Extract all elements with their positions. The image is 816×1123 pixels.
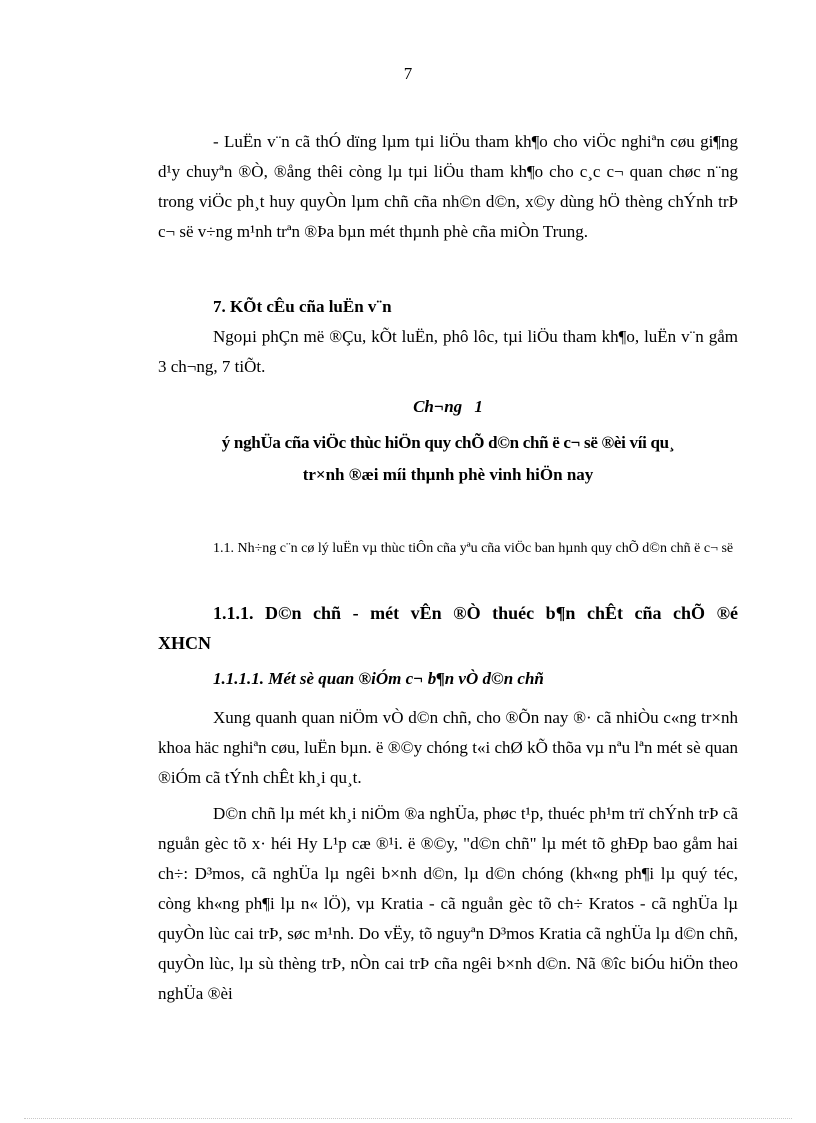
paragraph-structure: Ngoµi phÇn më ®Çu, kÕt luËn, phô lôc, tµi liÖu tham kh¶o, luËn v¨n gåm 3 ch¬ng, 7 tiÕt. <box>158 327 738 376</box>
page-number: 7 <box>403 64 413 83</box>
section-heading-1-1-1-1: 1.1.1.1. Mét sè quan ®iÓm c¬ b¶n vÒ d©n chñ <box>213 669 544 688</box>
heading-structure: 7. KÕt cÊu cña luËn v¨n <box>213 297 392 316</box>
chapter-title-line-2: tr×nh ®æi míi thµnh phè vinh hiÖn nay <box>302 465 594 484</box>
chapter-label: Ch¬ng 1 <box>413 397 483 416</box>
paragraph-dan-chu: D©n chñ lµ mét kh¸i niÖm ®a nghÜa, phøc t¹p, thuéc ph¹m trï chÝnh trÞ cã nguån gèc tõ x· héi Hy L¹p cæ ®¹i. ë ®©y, "d©n chñ" lµ mét tõ ghÐp bao gåm hai ch÷: D³mos, cã nghÜa lµ ngêi b×nh d©n, lµ d©n chóng (kh«ng ph¶i lµ quý téc, còng kh«ng ph¶i lµ n« lÖ), vµ Kratia - cã nguån gèc tõ ch÷ Kratos - cã nghÜa lµ quyÒn lùc cai trÞ, søc m¹nh. Do vËy, tõ nguyªn D³mos Kratia cã nghÜa lµ d©n chñ, quyÒn lùc, lµ sù thèng trÞ, nÒn cai trÞ cña ngêi b×nh d©n. Nã ®îc biÓu hiÖn theo nghÜa ®èi <box>158 804 738 1003</box>
page-bottom-divider <box>24 1118 792 1119</box>
section-heading-1-1: 1.1. Nh÷ng c¨n cø lý luËn vµ thùc tiÔn cña yªu cña viÖc ban hµnh quy chÕ d©n chñ ë c¬ së <box>213 541 734 556</box>
chapter-title-line-1: ý nghÜa cña viÖc thùc hiÖn quy chÕ d©n chñ ë c¬ së ®èi víi qu¸ <box>221 433 675 452</box>
paragraph-xung-quanh: Xung quanh quan niÖm vÒ d©n chñ, cho ®Õn nay ®· cã nhiÒu c«ng tr×nh khoa häc nghiªn cøu, luËn bµn. ë ®©y chóng t«i chØ kÕ thõa vµ nªu lªn mét sè quan ®iÓm cã tÝnh chÊt kh¸i qu¸t. <box>158 708 738 787</box>
section-heading-1-1-1: 1.1.1. D©n chñ - mét vÊn ®Ò thuéc b¶n chÊt cña chÕ ®é XHCN <box>158 603 738 653</box>
paragraph-intro: - LuËn v¨n cã thÓ dïng lµm tµi liÖu tham kh¶o cho viÖc nghiªn cøu gi¶ng d¹y chuyªn ®Ò, ®ång thêi còng lµ tµi liÖu tham kh¶o cho c¸c c¬ quan chøc n¨ng trong viÖc ph¸t huy quyÒn lµm chñ cña nh©n d©n, x©y dùng hÖ thèng chÝnh trÞ c¬ së v÷ng m¹nh trªn ®Þa bµn mét thµnh phè cña miÒn Trung. <box>158 132 738 241</box>
